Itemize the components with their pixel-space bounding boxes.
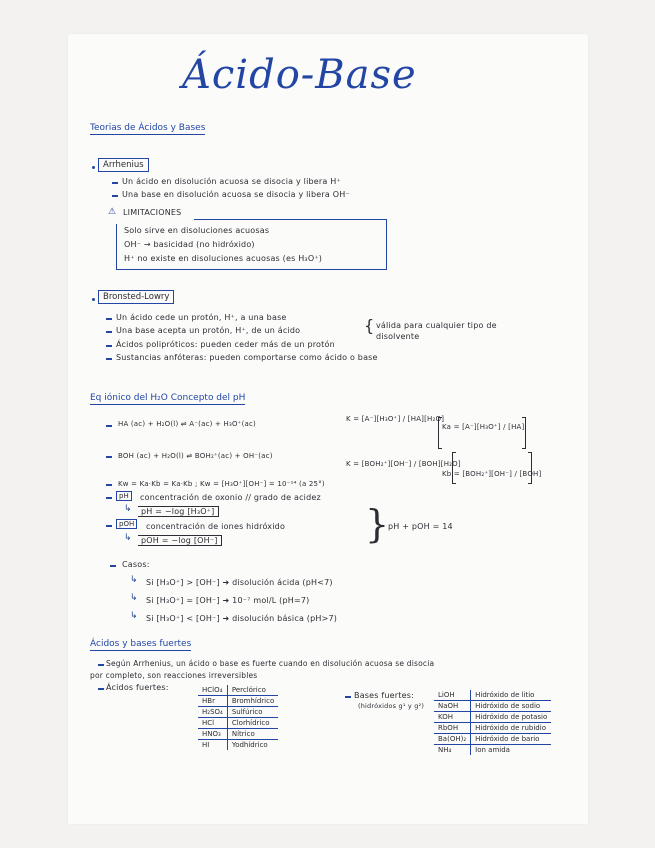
dash bbox=[106, 358, 112, 360]
brace: { bbox=[364, 316, 375, 335]
name-cell: Perclórico bbox=[227, 685, 278, 696]
limitacion-1: Solo sirve en disoluciones acuosas bbox=[124, 226, 270, 235]
arrow-icon: ↳ bbox=[130, 593, 138, 603]
fuertes-line-1: Según Arrhenius, un ácido o base es fuerte cuando en disolución acuosa se disocia bbox=[106, 659, 435, 668]
bullet-bronsted bbox=[92, 298, 95, 301]
bronsted-note: válida para cualquier tipo de disolvente bbox=[376, 321, 497, 341]
table-row bbox=[434, 712, 551, 723]
warning-icon: ⚠ bbox=[108, 207, 117, 217]
poh-description: concentración de iones hidróxido bbox=[146, 522, 286, 531]
name-cell: Hidróxido de potasio bbox=[471, 712, 552, 723]
caso-3: Si [H₃O⁺] < [OH⁻] ➜ disolución básica (pH>7) bbox=[146, 614, 338, 623]
dash bbox=[110, 565, 116, 567]
table-row bbox=[198, 707, 278, 718]
bases-fuertes-label: Bases fuertes: bbox=[354, 691, 415, 700]
bracket-left bbox=[438, 417, 442, 449]
dash bbox=[106, 484, 112, 486]
dash bbox=[106, 456, 112, 458]
table-row bbox=[198, 696, 278, 707]
formula-cell: LiOH bbox=[434, 690, 471, 701]
table-row bbox=[434, 745, 551, 756]
bronsted-line-4: Sustancias anfóteras: pueden comportarse como ácido o base bbox=[116, 353, 378, 362]
table-row bbox=[434, 723, 551, 734]
equilibrium-k2: K = [BOH₂⁺][OH⁻] / [BOH][H₂O] bbox=[346, 460, 461, 468]
dash bbox=[106, 425, 112, 427]
fuertes-line-2: por completo, son reacciones irreversibles bbox=[90, 671, 258, 680]
formula-cell: NaOH bbox=[434, 701, 471, 712]
name-cell: Yodhídrico bbox=[231, 741, 268, 749]
arrhenius-line-2: Una base en disolución acuosa se disocia y libera OH⁻ bbox=[122, 190, 350, 199]
dash bbox=[106, 331, 112, 333]
formula-cell: RbOH bbox=[434, 723, 471, 734]
dash bbox=[106, 497, 112, 499]
formula-cell: NH₄ bbox=[434, 745, 471, 756]
dash bbox=[112, 182, 118, 184]
dash bbox=[345, 696, 351, 698]
ph-label: pH bbox=[116, 491, 132, 501]
table-row bbox=[198, 740, 278, 751]
kw-line: Kw = Ka·Kb = Ka·Kb ; Kw = [H₃O⁺][OH⁻] = 10⁻¹⁴ (a 25°) bbox=[118, 480, 325, 488]
formula-cell: HBr bbox=[198, 696, 227, 707]
casos-label: Casos: bbox=[122, 560, 150, 569]
table-row bbox=[434, 734, 551, 745]
limitacion-3: H⁺ no existe en disoluciones acuosas (es H₃O⁺) bbox=[124, 254, 323, 263]
arrhenius-label: Arrhenius bbox=[98, 158, 149, 172]
equilibrium-k1: K = [A⁻][H₃O⁺] / [HA][H₂O] bbox=[346, 415, 445, 423]
table-row bbox=[198, 718, 278, 729]
limitaciones-label: LIMITACIONES bbox=[123, 208, 182, 217]
reaction-1: HA (ac) + H₂O(l) ⇌ A⁻(ac) + H₃O⁺(ac) bbox=[118, 420, 256, 428]
equilibrium-kb: Kb = [BOH₂⁺][OH⁻] / [BOH] bbox=[442, 470, 542, 478]
section-title-eq-ionico: Eq iónico del H₂O Concepto del pH bbox=[90, 393, 246, 403]
arrow-icon: ↳ bbox=[124, 533, 132, 543]
name-cell: Nítrico bbox=[227, 729, 278, 740]
caso-1: Si [H₃O⁺] > [OH⁻] ➜ disolución ácida (pH<7) bbox=[146, 578, 333, 587]
name-cell: Clorhídrico bbox=[227, 718, 278, 729]
ph-description: concentración de oxonio // grado de acidez bbox=[140, 493, 321, 502]
bracket-right bbox=[528, 452, 532, 484]
brace-ph: } bbox=[365, 502, 390, 546]
dash bbox=[112, 195, 118, 197]
bases-fuertes-sub: (hidróxidos g¹ y g²) bbox=[358, 702, 425, 710]
equilibrium-ka: Ka = [A⁻][H₃O⁺] / [HA] bbox=[442, 423, 525, 431]
name-cell: Ion amida bbox=[475, 746, 510, 754]
formula-cell: HCl bbox=[198, 718, 227, 729]
name-cell: Hidróxido de bario bbox=[471, 734, 552, 745]
table-row bbox=[198, 685, 278, 696]
dash bbox=[98, 664, 104, 666]
arrow-icon: ↳ bbox=[130, 611, 138, 621]
poh-label: pOH bbox=[116, 519, 137, 529]
limitacion-2: OH⁻ → basicidad (no hidróxido) bbox=[124, 240, 255, 249]
arrhenius-line-1: Un ácido en disolución acuosa se disocia y libera H⁺ bbox=[122, 177, 341, 186]
arrow-icon: ↳ bbox=[124, 504, 132, 514]
name-cell: Hidróxido de litio bbox=[471, 690, 552, 701]
dash bbox=[106, 525, 112, 527]
table-row bbox=[434, 701, 551, 712]
formula-cell: HNO₃ bbox=[198, 729, 227, 740]
dash bbox=[106, 318, 112, 320]
acidos-fuertes-table bbox=[198, 685, 278, 750]
dash bbox=[106, 345, 112, 347]
caso-2: Si [H₃O⁺] = [OH⁻] ➜ 10⁻⁷ mol/L (pH=7) bbox=[146, 596, 310, 605]
bronsted-line-2: Una base acepta un protón, H⁺, de un ácido bbox=[116, 326, 301, 335]
ph-formula: pH = −log [H₃O⁺] bbox=[138, 506, 219, 517]
ph-sum: pH + pOH = 14 bbox=[388, 522, 453, 531]
bracket-right bbox=[522, 417, 526, 449]
reaction-2: BOH (ac) + H₂O(l) ⇌ BOH₂⁺(ac) + OH⁻(ac) bbox=[118, 452, 273, 460]
table-row bbox=[198, 729, 278, 740]
formula-cell: HClO₄ bbox=[198, 685, 227, 696]
formula-cell: KOH bbox=[434, 712, 471, 723]
section-title-teorias: Teorias de Ácidos y Bases bbox=[90, 123, 206, 133]
bullet-arrhenius bbox=[92, 166, 95, 169]
name-cell: Bromhídrico bbox=[227, 696, 278, 707]
bronsted-line-1: Un ácido cede un protón, H⁺, a una base bbox=[116, 313, 287, 322]
bases-fuertes-table bbox=[434, 690, 551, 755]
poh-formula: pOH = −log [OH⁻] bbox=[138, 535, 222, 546]
section-title-fuertes: Ácidos y bases fuertes bbox=[90, 639, 192, 649]
bronsted-line-3: Ácidos polipróticos: pueden ceder más de un protón bbox=[116, 340, 335, 349]
arrow-icon: ↳ bbox=[130, 575, 138, 585]
formula-cell: Ba(OH)₂ bbox=[434, 734, 471, 745]
name-cell: Hidróxido de sodio bbox=[471, 701, 552, 712]
page-title: Ácido-Base bbox=[182, 52, 417, 98]
bronsted-label: Bronsted-Lowry bbox=[98, 290, 174, 304]
formula-cell: H₂SO₄ bbox=[198, 707, 227, 718]
table-row bbox=[434, 690, 551, 701]
name-cell: Sulfúrico bbox=[227, 707, 278, 718]
bracket-left bbox=[452, 452, 456, 484]
dash bbox=[98, 688, 104, 690]
formula-cell: HI bbox=[198, 740, 227, 751]
name-cell: Hidróxido de rubidio bbox=[471, 723, 552, 734]
acidos-fuertes-label: Ácidos fuertes: bbox=[106, 683, 169, 692]
